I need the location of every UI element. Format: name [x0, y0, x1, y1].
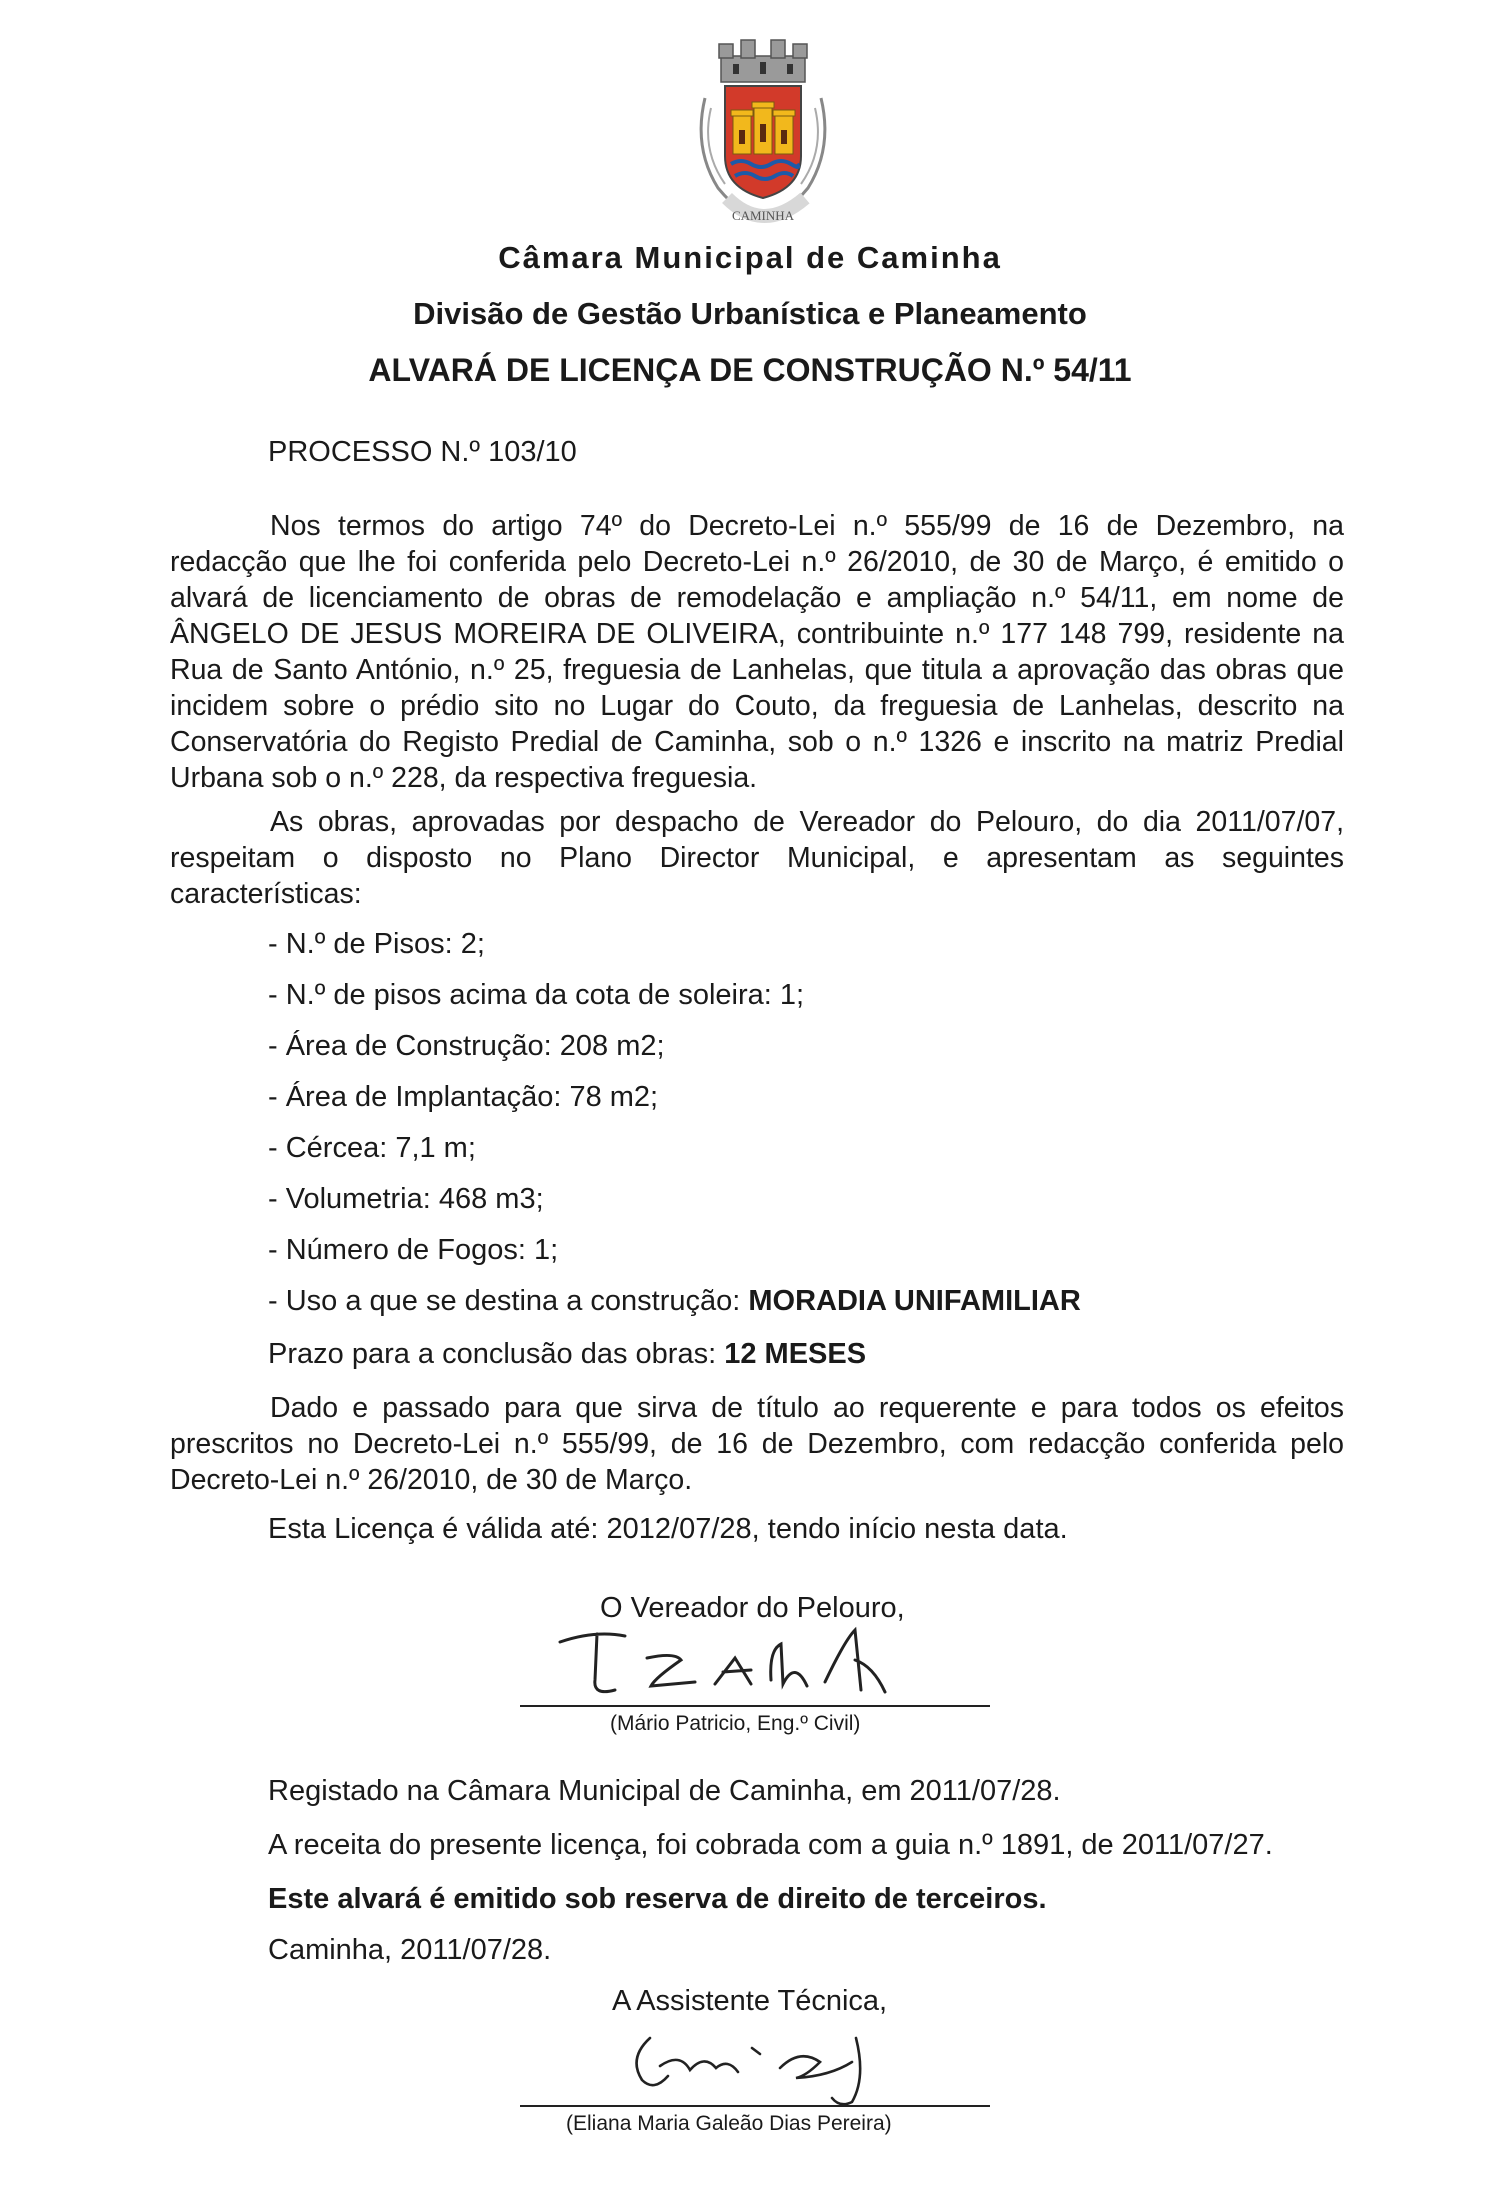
- signer1-role: O Vereador do Pelouro,: [600, 1592, 905, 1624]
- process-number: PROCESSO N.º 103/10: [268, 436, 577, 468]
- paragraph-license-terms-text: Nos termos do artigo 74º do Decreto-Lei n.º 555/99 de 16 de Dezembro, na redacção que lhe foi conferida pelo Decreto-Lei n.º 26/2010, de 30 de Março, é emitido o alvará de licenciamento de obras de remodelação e ampliação n.º 54/11, em nome de ÂNGELO DE JESUS MOREIRA DE OLIVEIRA, contribuinte n.º 177 148 799, residente na Rua de Santo António, n.º 25, freguesia de Lanhelas, que titula a aprovação das obras que incidem sobre o prédio sito no Lugar do Couto, da freguesia de Lanhelas, descrito na Conservatória do Registo Predial de Caminha, sob o n.º 1326 e inscrito na matriz Predial Urbana sob o n.º 228, da respectiva freguesia.: [170, 510, 1344, 794]
- characteristic-item: - N.º de pisos acima da cota de soleira: 1;: [268, 979, 805, 1011]
- signer2-name: (Eliana Maria Galeão Dias Pereira): [566, 2112, 892, 2135]
- paragraph-issuance-text: Dado e passado para que sirva de título ao requerente e para todos os efeitos prescritos no Decreto-Lei n.º 555/99, de 16 de Dezembro, com redacção conferida pelo Decreto-Lei n.º 26/2010, de 30 de Março.: [170, 1392, 1344, 1496]
- construction-use: [268, 1285, 1081, 1318]
- construction-use-label: - Uso a que se destina a construção:: [268, 1285, 749, 1317]
- document-title: ALVARÁ DE LICENÇA DE CONSTRUÇÃO N.º 54/11: [368, 352, 1132, 388]
- characteristic-item: - Cércea: 7,1 m;: [268, 1132, 476, 1164]
- institution-name: Câmara Municipal de Caminha: [498, 240, 1002, 275]
- municipal-coat-of-arms-icon: [683, 38, 843, 238]
- characteristic-item: - Área de Implantação: 78 m2;: [268, 1081, 659, 1113]
- third-party-reserve: Este alvará é emitido sob reserva de direito de terceiros.: [268, 1883, 1047, 1915]
- crest-motto: CAMINHA: [731, 208, 795, 223]
- completion-deadline: [268, 1338, 866, 1371]
- characteristic-item: - N.º de Pisos: 2;: [268, 928, 485, 960]
- signature-line: [520, 1705, 990, 1707]
- paragraph-license-terms: [170, 508, 1344, 796]
- signature-line: [520, 2105, 990, 2107]
- division-name: Divisão de Gestão Urbanística e Planeamento: [413, 296, 1087, 331]
- paragraph-issuance: [170, 1390, 1344, 1498]
- paragraph-approval: [170, 804, 1344, 912]
- place-and-date: Caminha, 2011/07/28.: [268, 1934, 552, 1966]
- completion-deadline-value: 12 MESES: [724, 1338, 867, 1370]
- paragraph-approval-text: As obras, aprovadas por despacho de Vereador do Pelouro, do dia 2011/07/07, respeitam o disposto no Plano Director Municipal, e apresentam as seguintes características:: [170, 806, 1344, 910]
- registration-statement: Registado na Câmara Municipal de Caminha, em 2011/07/28.: [268, 1775, 1061, 1807]
- signature-vereador: [555, 1620, 935, 1702]
- characteristic-item: - Número de Fogos: 1;: [268, 1234, 559, 1266]
- construction-use-value: MORADIA UNIFAMILIAR: [748, 1285, 1081, 1317]
- characteristic-item: - Área de Construção: 208 m2;: [268, 1030, 665, 1062]
- signature-assistente: [620, 2018, 920, 2108]
- validity-statement: Esta Licença é válida até: 2012/07/28, tendo início nesta data.: [268, 1513, 1068, 1545]
- signer2-role: A Assistente Técnica,: [612, 1985, 888, 2017]
- signer1-name: (Mário Patricio, Eng.º Civil): [610, 1712, 861, 1735]
- completion-deadline-label: Prazo para a conclusão das obras:: [268, 1338, 725, 1370]
- characteristic-item: - Volumetria: 468 m3;: [268, 1183, 544, 1215]
- receipt-statement: A receita do presente licença, foi cobrada com a guia n.º 1891, de 2011/07/27.: [268, 1829, 1273, 1861]
